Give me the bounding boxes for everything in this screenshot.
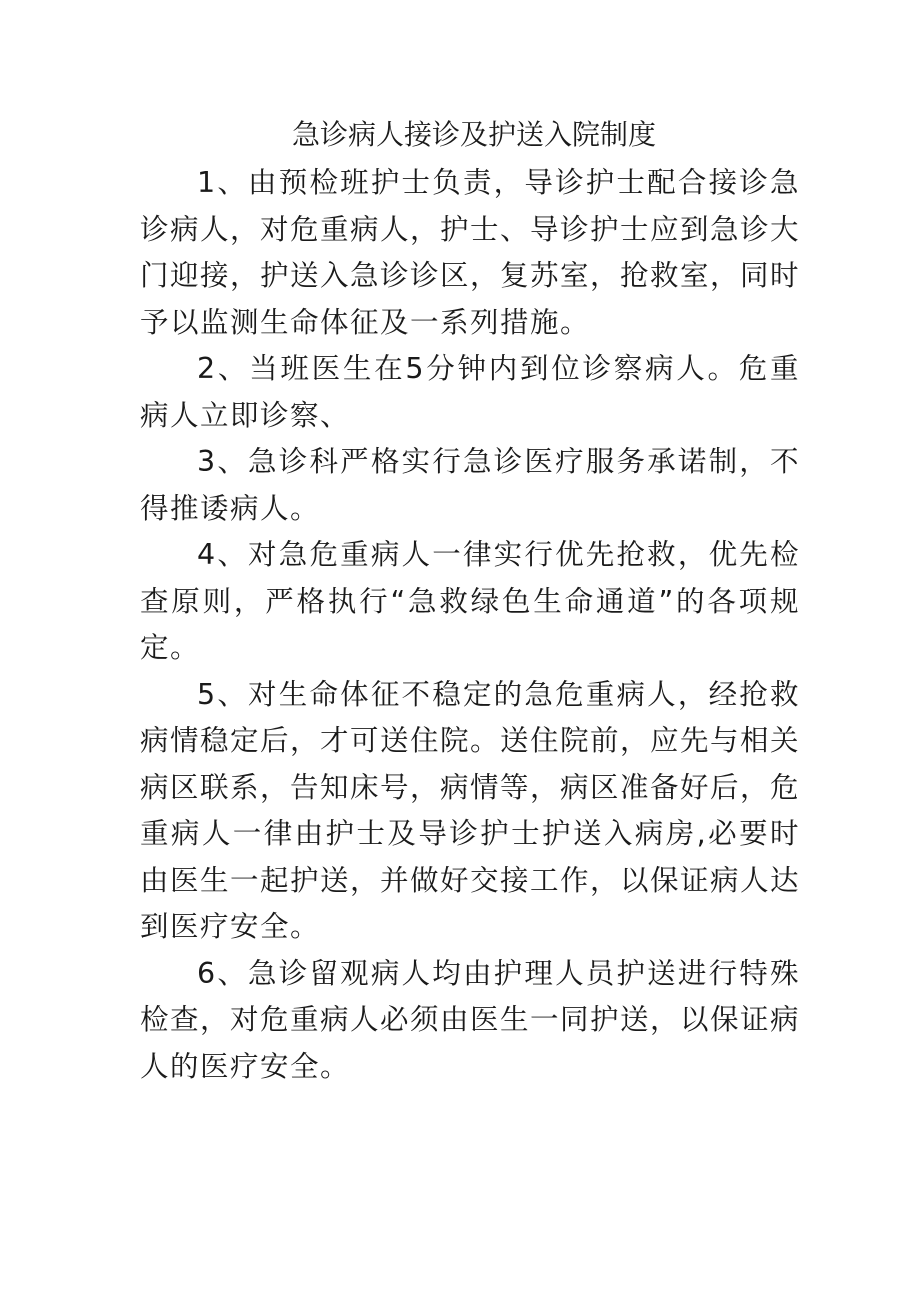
document-title: 急诊病人接诊及护送入院制度 [291,118,656,151]
clause-5: 5、对生命体征不稳定的急危重病人，经抢救病情稳定后，才可送住院。送住院前，应先与相关病区联系，告知床号，病情等，病区准备好后，危重病人一律由护士及导诊护士护送入病房,必要时由医生一起护送，并做好交接工作，以保证病人达到医疗安全。 [140,677,801,943]
clause-3: 3、急诊科严格实行急诊医疗服务承诺制，不得推诿病人。 [140,445,800,525]
clause-2: 2、当班医生在5分钟内到位诊察病人。危重病人立即诊察、 [140,352,800,432]
document-body [140,112,800,1090]
clause-1: 1、由预检班护士负责，导诊护士配合接诊急诊病人，对危重病人，护士、导诊护士应到急诊大门迎接，护送入急诊诊区，复苏室，抢救室，同时予以监测生命体征及一系列措施。 [140,166,801,339]
clause-6: 6、急诊留观病人均由护理人员护送进行特殊检查，对危重病人必须由医生一同护送，以保证病人的医疗安全。 [140,956,801,1083]
clause-4: 4、对急危重病人一律实行优先抢救，优先检查原则，严格执行“急救绿色生命通道”的各项规定。 [140,538,800,664]
